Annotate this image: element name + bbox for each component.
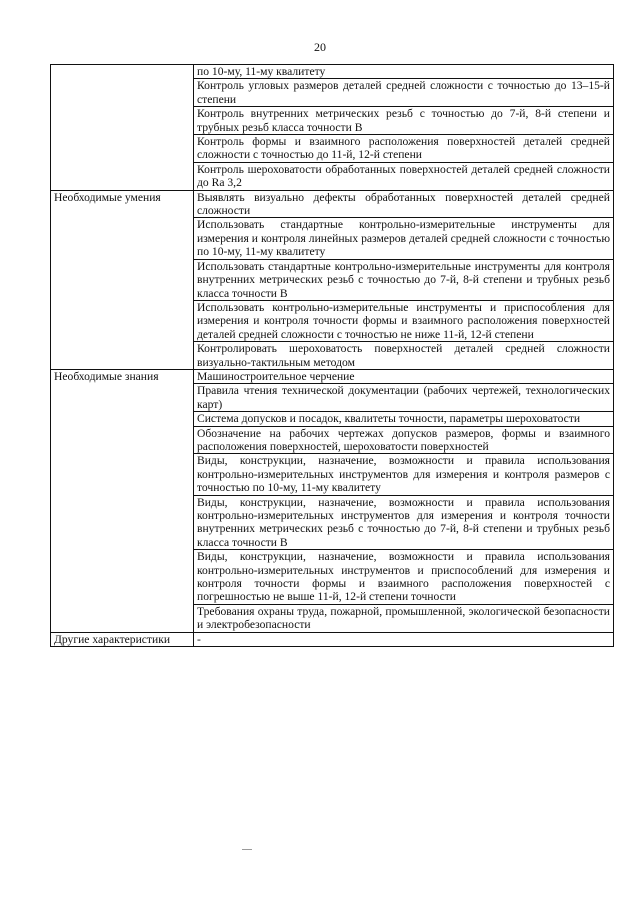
table-cell: Контроль угловых размеров деталей средней сложности с точностью до 13–15-й степени <box>194 79 614 107</box>
row-label-knowledge: Необходимые знания <box>51 369 194 632</box>
table-cell: Требования охраны труда, пожарной, промышленной, экологической безопасности и электробезопасности <box>194 604 614 632</box>
row-label <box>51 65 194 191</box>
table-cell: Виды, конструкции, назначение, возможности и правила использования контрольно-измерительных инструментов и приспособлений для измерения и контроля точности формы и взаимного расположения поверхностей с погрешностью не выше 11-й, 12-й степени точности <box>194 550 614 605</box>
table-cell: Машиностроительное черчение <box>194 369 614 383</box>
scan-artifact <box>242 849 252 850</box>
requirements-table <box>50 64 614 647</box>
table-cell: Обозначение на рабочих чертежах допусков размеров, формы и взаимного расположения поверхностей, шероховатости поверхностей <box>194 426 614 454</box>
table-cell: Виды, конструкции, назначение, возможности и правила использования контрольно-измерительных инструментов для измерения и контроля точности внутренних метрических резьб с точностью до 7-й, 8-й степени и трубных резьб класса точности В <box>194 495 614 550</box>
table-cell: Использовать стандартные контрольно-измерительные инструменты для контроля внутренних метрических резьб с точностью до 7-й, 8-й степени и трубных резьб класса точности В <box>194 259 614 300</box>
table-cell: Использовать стандартные контрольно-измерительные инструменты для измерения и контроля линейных размеров деталей средней сложности с точностью по 10-му, 11-му квалитету <box>194 218 614 259</box>
table-cell: Выявлять визуально дефекты обработанных поверхностей деталей средней сложности <box>194 190 614 218</box>
table-cell: Система допусков и посадок, квалитеты точности, параметры шероховатости <box>194 412 614 426</box>
page-number: 20 <box>314 40 326 54</box>
table-cell: Контроль шероховатости обработанных поверхностей деталей средней сложности до Ra 3,2 <box>194 162 614 190</box>
table-cell: Контролировать шероховатость поверхностей деталей средней сложности визуально-тактильным методом <box>194 342 614 370</box>
table-cell: Использовать контрольно-измерительные инструменты и приспособления для измерения и контроля точности формы и взаимного расположения поверхностей деталей средней сложности с точностью не ниже 11-й, 12-й степени <box>194 300 614 341</box>
row-label-skills: Необходимые умения <box>51 190 194 369</box>
row-label-other: Другие характеристики <box>51 632 194 646</box>
table-cell: Контроль формы и взаимного расположения поверхностей деталей средней сложности с точностью до 11-й, 12-й степени <box>194 135 614 163</box>
table-cell: - <box>194 632 614 646</box>
table-cell: по 10-му, 11-му квалитету <box>194 65 614 79</box>
table-row <box>51 190 614 218</box>
table-cell: Контроль внутренних метрических резьб с точностью до 7-й, 8-й степени и трубных резьб класса точности В <box>194 107 614 135</box>
table-cell: Правила чтения технической документации (рабочих чертежей, технологических карт) <box>194 384 614 412</box>
table-row <box>51 65 614 79</box>
table-row <box>51 369 614 383</box>
table-row <box>51 632 614 646</box>
table-cell: Виды, конструкции, назначение, возможности и правила использования контрольно-измерительных инструментов для измерения и контроля размеров с точностью по 10-му, 11-му квалитету <box>194 454 614 495</box>
